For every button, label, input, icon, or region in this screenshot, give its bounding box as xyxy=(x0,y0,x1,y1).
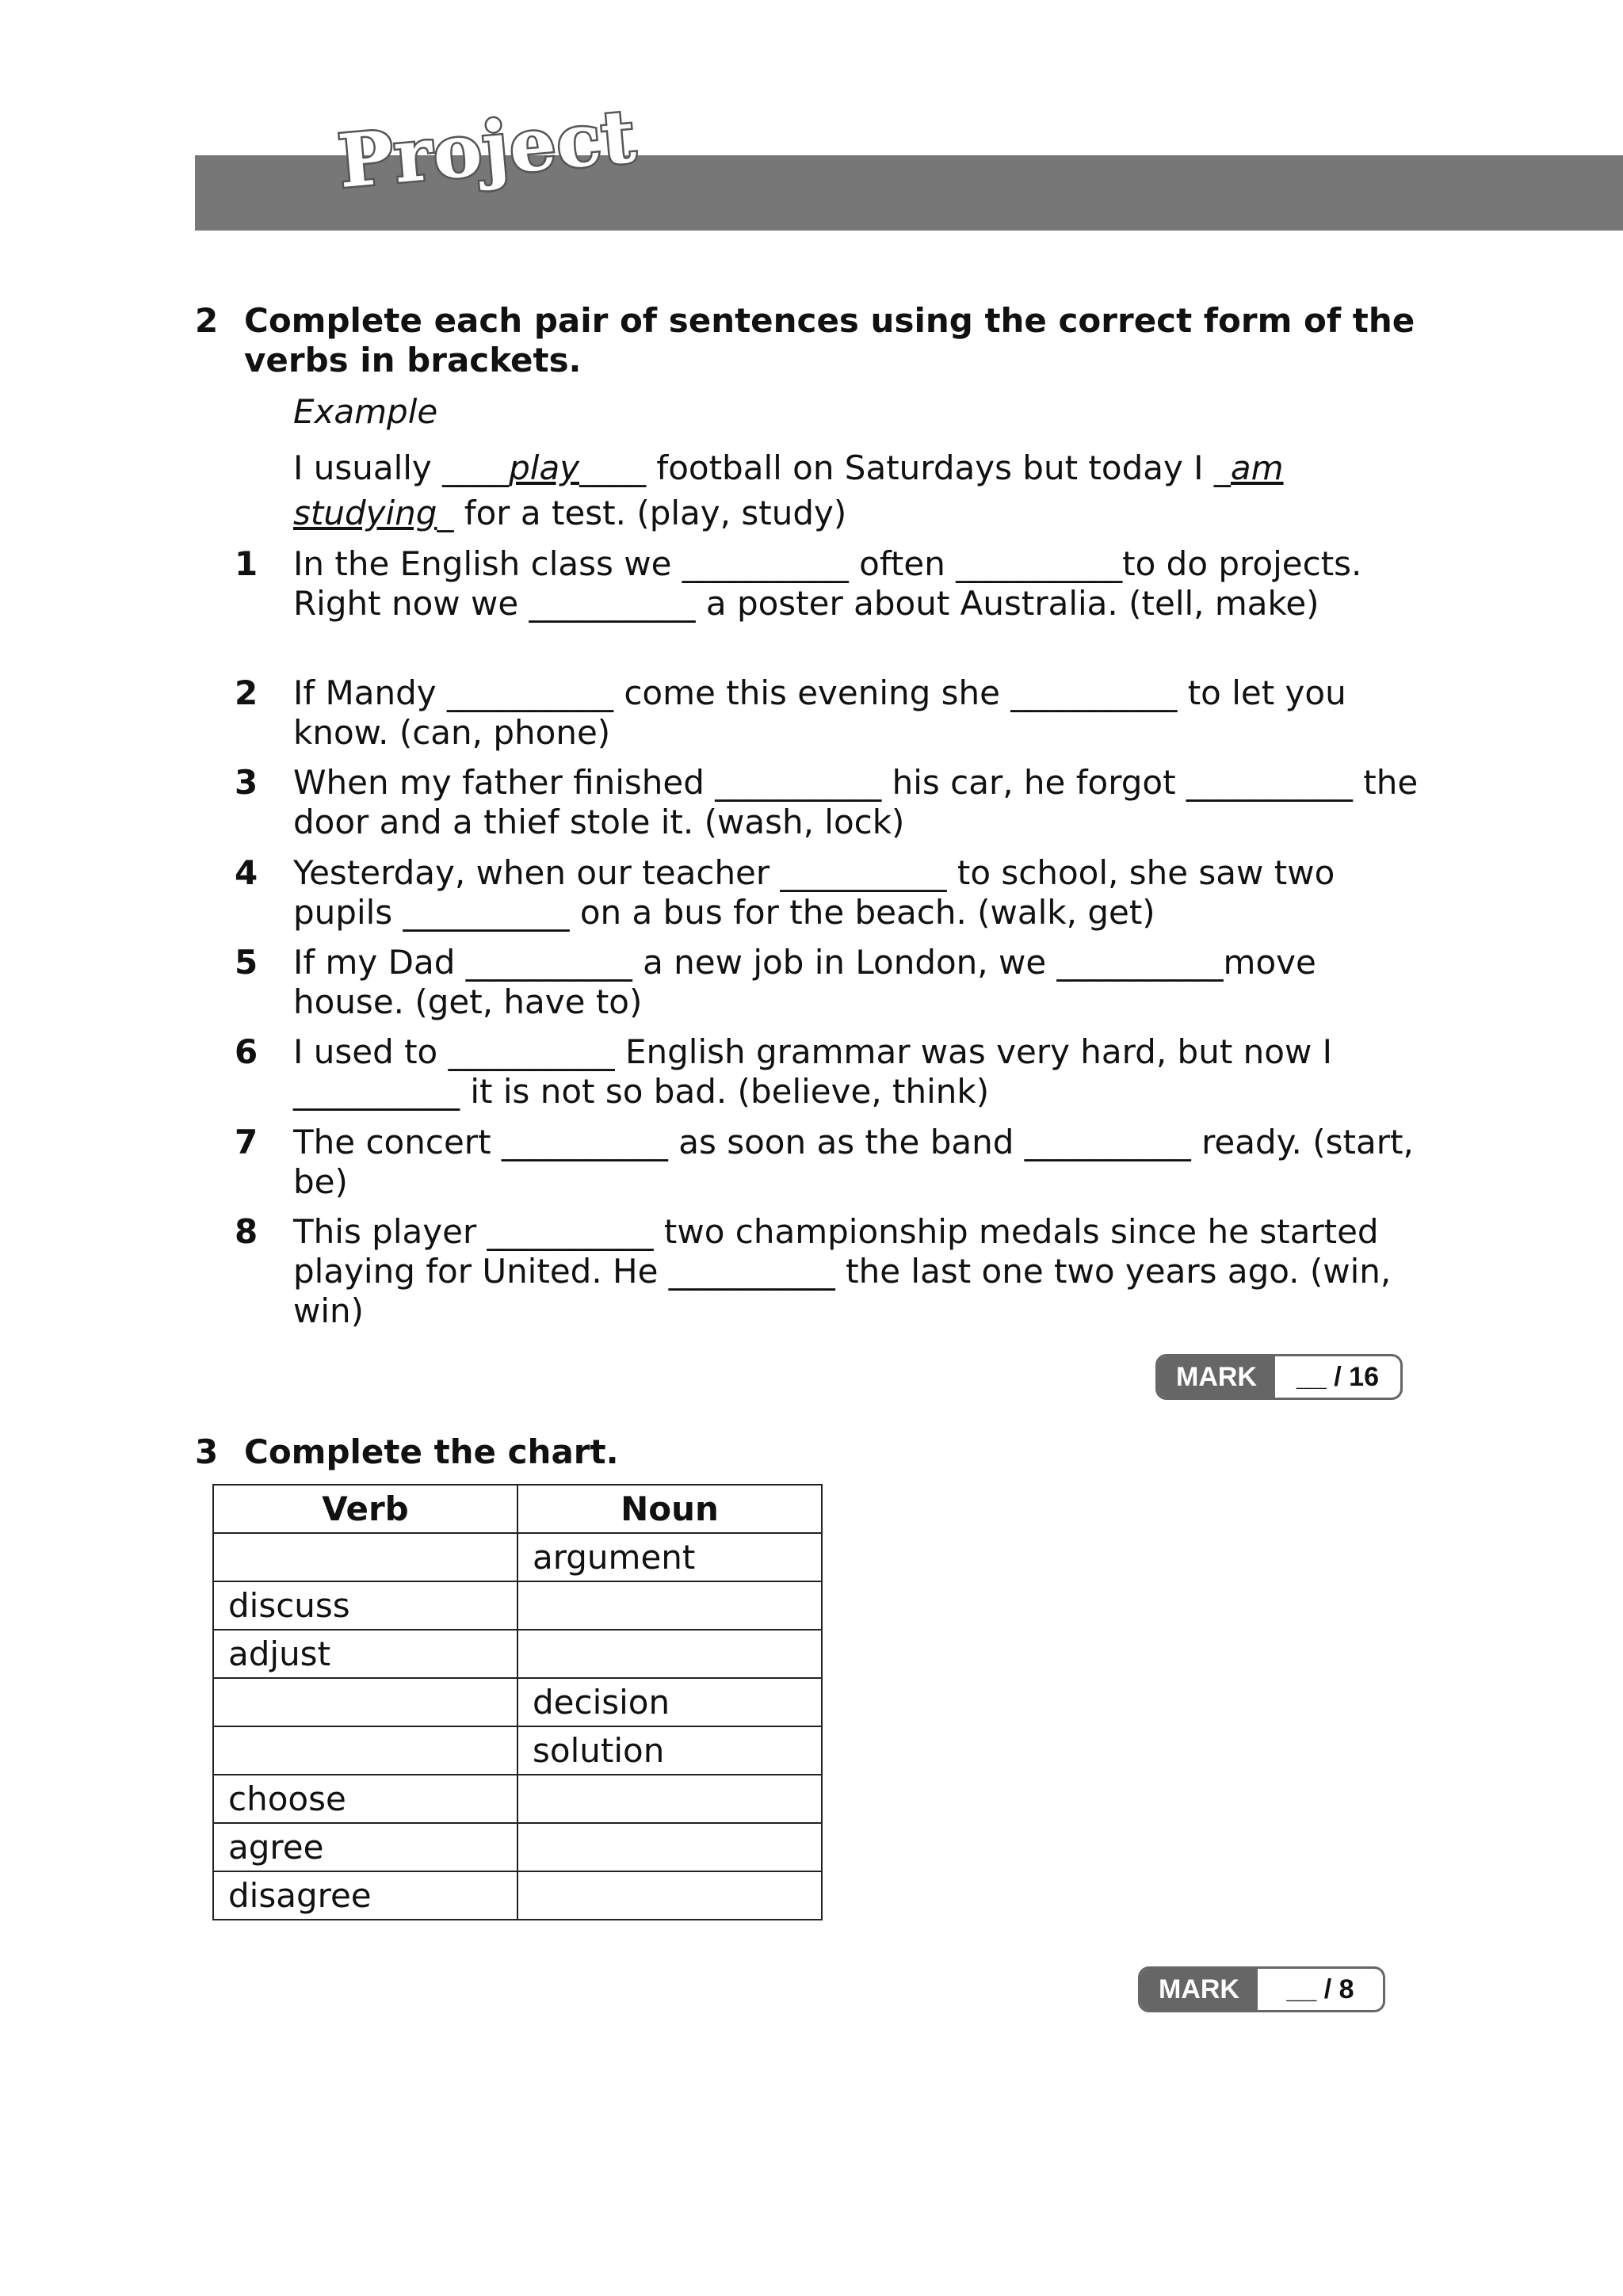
noun-cell[interactable] xyxy=(517,1871,822,1920)
mark-box xyxy=(1138,1966,1385,2012)
table-row xyxy=(213,1533,822,1581)
noun-cell[interactable]: argument xyxy=(517,1533,822,1581)
item-text: If my Dad __________ a new job in London, we __________move house. (get, have to) xyxy=(293,943,1316,1021)
exercise-number: 2 xyxy=(195,301,219,340)
table-row xyxy=(213,1630,822,1678)
mark-label: MARK xyxy=(1158,1356,1275,1398)
table-row xyxy=(213,1775,822,1823)
verb-cell[interactable]: choose xyxy=(213,1775,517,1823)
item-number: 2 xyxy=(235,673,258,712)
verb-cell[interactable]: agree xyxy=(213,1823,517,1871)
mark-score: __ / 8 xyxy=(1286,1974,1354,2004)
verb-noun-chart xyxy=(212,1484,823,1920)
noun-cell[interactable]: solution xyxy=(517,1726,822,1775)
table-header-row xyxy=(213,1485,822,1533)
example-text: ____ football on Saturdays but today I _ xyxy=(579,448,1231,487)
item-number: 6 xyxy=(235,1032,258,1071)
verb-cell[interactable]: discuss xyxy=(213,1581,517,1630)
table-row xyxy=(213,1871,822,1920)
exercise-instruction: Complete the chart. xyxy=(244,1432,619,1471)
verb-cell[interactable] xyxy=(213,1533,517,1581)
verb-cell[interactable]: disagree xyxy=(213,1871,517,1920)
noun-cell[interactable] xyxy=(517,1581,822,1630)
item-text: When my father finished __________ his car, he forgot __________ the door and a thief stole it. (wash, lock) xyxy=(293,763,1419,841)
table-row xyxy=(213,1678,822,1726)
item-text: The concert __________ as soon as the band __________ ready. (start, be) xyxy=(293,1123,1414,1201)
table-row xyxy=(213,1581,822,1630)
example-label: Example xyxy=(293,392,438,431)
verb-cell[interactable]: adjust xyxy=(213,1630,517,1678)
exercise-number: 3 xyxy=(195,1432,219,1471)
mark-score: __ / 16 xyxy=(1296,1361,1379,1392)
item-text: I used to __________ English grammar was very hard, but now I __________ it is not so bad. (believe, think) xyxy=(293,1032,1333,1111)
item-text: This player __________ two championship medals since he started playing for United. He __________ the last one two years ago. (win, win) xyxy=(293,1212,1392,1330)
table-row xyxy=(213,1823,822,1871)
example-text: I usually ____ xyxy=(293,448,510,487)
item-number: 8 xyxy=(235,1212,258,1251)
column-header: Verb xyxy=(213,1485,517,1533)
noun-cell[interactable] xyxy=(517,1775,822,1823)
verb-cell[interactable] xyxy=(213,1678,517,1726)
item-text: If Mandy __________ come this evening she __________ to let you know. (can, phone) xyxy=(293,673,1346,752)
table-row xyxy=(213,1726,822,1775)
project-logo: Project xyxy=(334,93,640,204)
verb-cell[interactable] xyxy=(213,1726,517,1775)
exercise-instruction: Complete each pair of sentences using the correct form of the verbs in brackets. xyxy=(244,301,1415,379)
item-number: 3 xyxy=(235,763,258,802)
item-text: Yesterday, when our teacher __________ to school, she saw two pupils __________ on a bus for the beach. (walk, get) xyxy=(293,853,1335,932)
item-number: 7 xyxy=(235,1123,258,1161)
mark-label: MARK xyxy=(1140,1969,1258,2010)
item-text: In the English class we __________ often __________to do projects. Right now we __________ a poster about Australia. (tell, make) xyxy=(293,544,1362,623)
item-number: 4 xyxy=(235,853,258,892)
noun-cell[interactable] xyxy=(517,1630,822,1678)
example-answer: am studying xyxy=(293,448,1284,532)
example-text: _ for a test. (play, study) xyxy=(437,494,847,532)
item-number: 5 xyxy=(235,943,258,982)
item-number: 1 xyxy=(235,544,258,583)
noun-cell[interactable]: decision xyxy=(517,1678,822,1726)
noun-cell[interactable] xyxy=(517,1823,822,1871)
column-header: Noun xyxy=(517,1485,822,1533)
mark-box xyxy=(1155,1354,1403,1400)
example-sentence xyxy=(293,445,1403,536)
example-answer: play xyxy=(509,448,580,487)
